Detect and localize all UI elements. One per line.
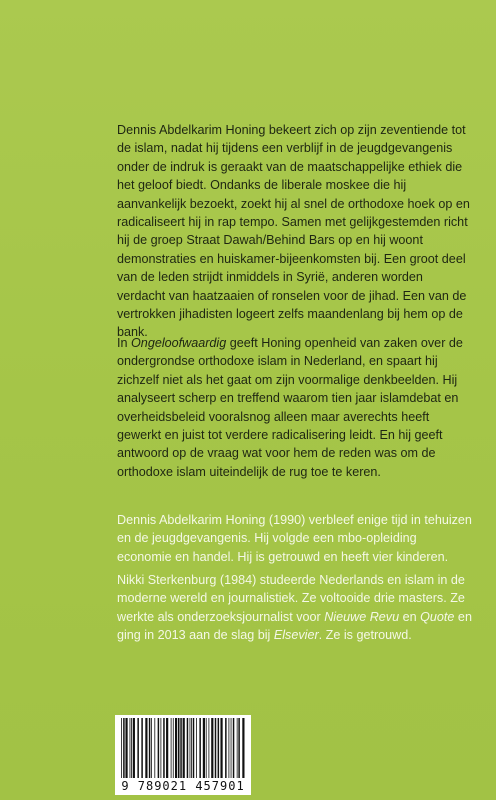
barcode-bar [220, 718, 222, 778]
author-bio-honing [117, 511, 472, 566]
barcode-bar [211, 718, 213, 778]
author-bio-sterkenburg [117, 571, 472, 645]
bio-sterkenburg-part-d: . Ze is getrouwd. [318, 628, 412, 643]
barcode-bar [218, 718, 220, 778]
barcode-bar [158, 718, 160, 778]
barcode-bar [137, 718, 139, 778]
barcode-bar [215, 718, 217, 778]
bio-sterkenburg-part-c: en ging in 2013 aan de slag bij [117, 609, 472, 643]
barcode-bar [231, 718, 232, 778]
barcode-bar [141, 718, 143, 778]
barcode-bar [242, 718, 244, 778]
barcode-bar [180, 718, 182, 778]
barcode-bar [151, 718, 152, 778]
barcode-bar [163, 718, 165, 778]
barcode-bar [190, 718, 191, 778]
barcode-bar [183, 718, 185, 778]
barcode-bar [209, 718, 210, 778]
synopsis-paragraph-1 [117, 121, 472, 342]
barcode-bar [225, 718, 227, 778]
book-title: Ongeloofwaardig [131, 336, 227, 350]
barcode-bar [133, 718, 135, 778]
synopsis-text-2-prefix: In [117, 336, 132, 350]
barcode-bar [171, 718, 172, 778]
magazine-name-2: Quote [420, 609, 455, 624]
barcode-bar [121, 718, 122, 778]
barcode-bar [161, 718, 162, 778]
barcode-bar [131, 718, 132, 778]
barcode-bar [154, 718, 155, 778]
barcode-bar [237, 718, 238, 778]
magazine-name-3: Elsevier [273, 628, 319, 643]
barcode-bars [119, 718, 247, 778]
barcode-bar [199, 718, 201, 778]
barcode-bar [238, 718, 240, 778]
barcode-bar [125, 718, 127, 778]
barcode-bar [145, 718, 147, 778]
barcode-bar [206, 718, 207, 778]
barcode-bar [123, 718, 125, 778]
barcode-bar [229, 718, 230, 778]
barcode-bar [130, 718, 131, 778]
barcode-bar [149, 718, 151, 778]
barcode-bar [191, 718, 192, 778]
magazine-name-1: Nieuwe Revu [324, 609, 400, 624]
barcode-bar [178, 718, 180, 778]
isbn-barcode [115, 715, 251, 795]
barcode-bar [196, 718, 197, 778]
author-bio-honing-text: Dennis Abdelkarim Honing (1990) verbleef enige tijd in tehuizen en de jeugdgevangenis. Hij volgde een mbo-opleiding economie en handel. Hij is getrouwd en heeft vier kinderen. [117, 513, 472, 564]
barcode-bar [233, 718, 235, 778]
barcode-bar [193, 718, 195, 778]
barcode-bar [175, 718, 177, 778]
synopsis-text-2-rest: geeft Honing openheid van zaken over de ondergrondse orthodoxe islam in Nederland, en spaart hij zichzelf niet als het gaat om zijn voormalige denkbeelden. Hij analyseert scherp en treffend waarom tien jaar islamdebat en overheidsbeleid vooralsnog alleen maar averechts heeft gewerkt en juist tot verdere radicalisering leidt. En hij geeft antwoord op de vraag wat voor hem de reden was om de orthodoxe islam uiteindelijk de rug toe te keren. [117, 336, 463, 479]
barcode-bar [173, 718, 174, 778]
synopsis-paragraph-2 [117, 334, 472, 481]
barcode-bar [203, 718, 205, 778]
barcode-bar [187, 718, 189, 778]
isbn-number: 9 789021 457901 [121, 779, 245, 793]
barcode-bar [166, 718, 168, 778]
synopsis-text-1: Dennis Abdelkarim Honing bekeert zich op zijn zeventiende tot de islam, nadat hij tijdens een verblijf in de jeugdgevangenis onder de indruk is geraakt van de maatschappelijke ethiek die het geloof biedt. Ondanks de liberale moskee die hij aanvankelijk bezoekt, zoekt hij al snel de orthodoxe hoek op en radicaliseert hij in rap tempo. Samen met gelijkgestemden richt hij de groep Straat Dawah/Behind Bars op en hij woont demonstraties en huiskamer-bijeenkomsten bij. Een groot deel van de leden strijdt inmiddels in Syrië, anderen worden verdacht van haatzaaien of ronselen voor de jihad. Een van de vertrokken jihadisten logeert zelfs maandenlang bij hem op de bank. [117, 123, 470, 340]
bio-sterkenburg-part-b: en [399, 609, 421, 624]
bio-sterkenburg-part-a: Nikki Sterkenburg (1984) studeerde Nederlands en islam in de moderne wereld en journalistiek. Ze voltooide drie masters. Ze werkte als onderzoeksjournalist voor [117, 573, 465, 624]
